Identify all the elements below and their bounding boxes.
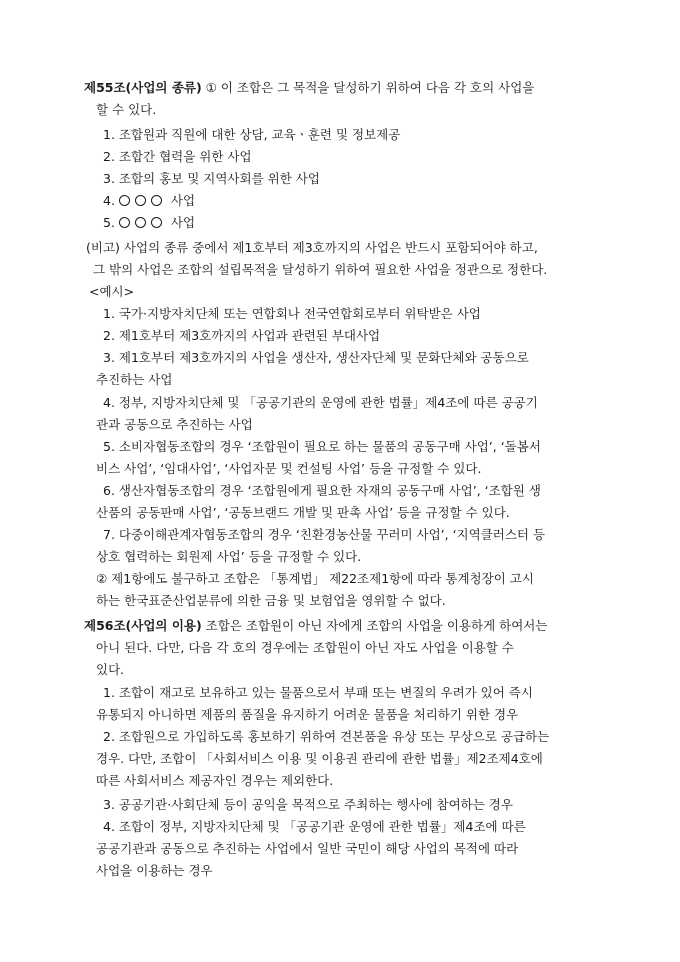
article-56-item-2-line-3: 따른 사회서비스 제공자인 경우는 제외한다. [96,773,334,788]
example-label: <예시> [89,284,135,299]
circle-placeholder-icon [119,195,130,206]
article-55-item-4 [103,193,195,209]
item-4-suffix: 사업 [166,193,196,208]
item-5-number: 5. [103,215,119,230]
article-55-note-line-1: (비고) 사업의 종류 중에서 제1호부터 제3호까지의 사업은 반드시 포함되어야 하고, [86,240,538,255]
article-55-item-1: 1. 조합원과 직원에 대한 상담, 교육ㆍ훈련 및 정보제공 [103,127,401,142]
circle-placeholder-icon [135,217,146,228]
article-56-first-line [84,618,547,634]
circle-placeholder-icon [151,217,162,228]
article-56-item-2-line-2: 경우. 다만, 조합이 「사회서비스 이용 및 이용권 관리에 관한 법률」제2조제4호에 [96,751,543,766]
article-56-intro-line-2: 아니 된다. 다만, 다음 각 호의 경우에는 조합원이 아닌 자도 사업을 이용할 수 [96,640,514,655]
article-56-intro-line-3: 있다. [96,662,125,677]
example-item-4-line-2: 관과 공동으로 추진하는 사업 [96,417,253,432]
circle-placeholder-icon [119,217,130,228]
article-56-item-2-line-1: 2. 조합원으로 가입하도록 홍보하기 위하여 견본품을 유상 또는 무상으로 공급하는 [103,729,550,744]
article-55-title: 제55조(사업의 종류) [84,80,202,95]
example-item-3-line-2: 추진하는 사업 [96,372,173,387]
example-item-6-line-2: 산품의 공동판매 사업’, ‘공동브랜드 개발 및 판촉 사업’ 등을 규정할 수 있다. [96,505,510,520]
article-56-item-4-line-1: 4. 조합이 정부, 지방자치단체 및 「공공기관 운영에 관한 법률」제4조에 따른 [103,819,526,834]
article-55-paragraph-1-line-2: 할 수 있다. [96,102,157,117]
article-56-title: 제56조(사업의 이용) [84,618,202,633]
article-56-item-3: 3. 공공기관·사회단체 등이 공익을 목적으로 주최하는 행사에 참여하는 경우 [103,797,513,812]
example-item-7-line-2: 상호 협력하는 회원제 사업’ 등을 규정할 수 있다. [96,549,362,564]
example-item-5-line-1: 5. 소비자협동조합의 경우 ‘조합원이 필요로 하는 물품의 공동구매 사업’, ‘돌봄서 [103,439,541,454]
item-5-suffix: 사업 [166,215,196,230]
circle-placeholder-icon [151,195,162,206]
item-4-number: 4. [103,193,119,208]
example-item-3-line-1: 3. 제1호부터 제3호까지의 사업을 생산자, 생산자단체 및 문화단체와 공동으로 [103,350,529,365]
example-item-2: 2. 제1호부터 제3호까지의 사업과 관련된 부대사업 [103,328,381,343]
article-55-paragraph-2-line-2: 하는 한국표준산업분류에 의한 금융 및 보험업을 영위할 수 없다. [96,593,446,608]
article-56-intro-line-1: 조합은 조합원이 아닌 자에게 조합의 사업을 이용하게 하여서는 [201,618,548,633]
example-item-5-line-2: 비스 사업’, ‘임대사업’, ‘사업자문 및 컨설팅 사업’ 등을 규정할 수 있다. [96,461,482,476]
article-56-item-4-line-3: 사업을 이용하는 경우 [96,863,213,878]
example-item-6-line-1: 6. 생산자협동조합의 경우 ‘조합원에게 필요한 자재의 공동구매 사업’, ‘조합원 생 [103,483,541,498]
article-56-item-1-line-2: 유통되지 아니하면 제품의 품질을 유지하기 어려운 물품을 처리하기 위한 경우 [96,707,519,722]
article-55-item-5 [103,215,195,231]
article-55-first-line [84,80,534,96]
example-item-4-line-1: 4. 정부, 지방자치단체 및 「공공기관의 운영에 관한 법률」제4조에 따른 공공기 [103,395,538,410]
example-item-1: 1. 국가·지방자치단체 또는 연합회나 전국연합회로부터 위탁받은 사업 [103,306,481,321]
article-55-item-2: 2. 조합간 협력을 위한 사업 [103,149,252,164]
article-55-paragraph-1-line-1: ① 이 조합은 그 목적을 달성하기 위하여 다음 각 호의 사업을 [201,80,535,95]
article-55-note-line-2: 그 밖의 사업은 조합의 설립목적을 달성하기 위하여 필요한 사업을 정관으로 정한다. [93,262,548,277]
article-56-item-4-line-2: 공공기관과 공동으로 추진하는 사업에서 일반 국민이 해당 사업의 목적에 따라 [96,841,519,856]
article-55-paragraph-2-line-1: ② 제1항에도 불구하고 조합은 「통계법」 제22조제1항에 따라 통계청장이 고시 [96,571,534,586]
article-56-item-1-line-1: 1. 조합이 재고로 보유하고 있는 물품으로서 부패 또는 변질의 우려가 있어 즉시 [103,685,533,700]
example-item-7-line-1: 7. 다중이해관계자협동조합의 경우 ‘친환경농산물 꾸러미 사업’, ‘지역클러스터 등 [103,527,546,542]
circle-placeholder-icon [135,195,146,206]
article-55-item-3: 3. 조합의 홍보 및 지역사회를 위한 사업 [103,171,320,186]
